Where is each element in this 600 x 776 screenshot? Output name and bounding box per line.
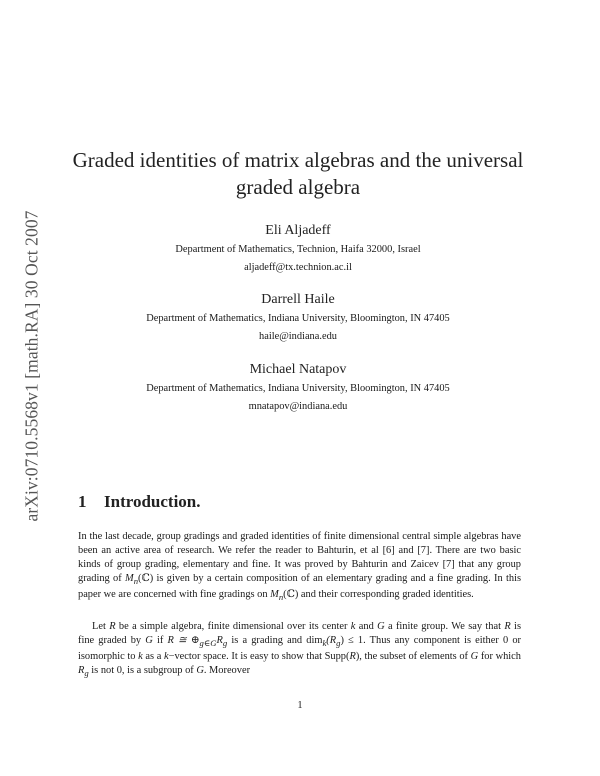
arxiv-stamp: [22, 180, 42, 552]
author-block: [60, 291, 536, 343]
author-name: Darrell Haile: [261, 292, 335, 307]
page-number: 1: [297, 700, 303, 711]
paper-title: Graded identities of matrix algebras and the universal graded algebra: [72, 148, 524, 199]
author-email: aljadeff@tx.technion.ac.il: [244, 262, 352, 273]
author-email: haile@indiana.edu: [259, 331, 337, 342]
author-affiliation: Department of Mathematics, Indiana University, Bloomington, IN 47405: [146, 313, 450, 324]
author-affiliation: Department of Mathematics, Technion, Haifa 32000, Israel: [175, 244, 421, 255]
author-affiliation: Department of Mathematics, Indiana University, Bloomington, IN 47405: [146, 383, 450, 394]
section-number: 1: [78, 492, 87, 511]
arxiv-identifier: arXiv:0710.5568v1 [math.RA] 30 Oct 2007: [21, 210, 42, 522]
section-title: Introduction.: [104, 492, 201, 511]
author-block: [60, 361, 536, 413]
author-block: [60, 222, 536, 274]
body-paragraph: In the last decade, group gradings and graded identities of finite dimensional central simple algebras have been an active area of research. We refer the reader to Bahturin, et al [6] and [7]. There are two basic kinds of group grading, elementary and fine. It was proved by Bahturin and Zaicev [7] that any group grading of $M_n(ℂ)$ is given by a certain composition of an elementary grading and a fine grading. In this paper we are concerned with fine gradings on $M_n(ℂ)$ and their corresponding graded identities.: [78, 531, 522, 603]
body-paragraph: Let R be a simple algebra, finite dimensional over its center k and G a finite group. We say that R is fine graded by G if R ≅ $\oplus_{g\in G}R_g$ is a grading and $dim_k(R_g) \le 1$. Thus any component is either 0 or isomorphic to k as a k−vector space. It is easy to show that Supp(R), the subset of elements of G for which $R_g$ is not 0, is a subgroup of G. Moreover: [78, 621, 521, 679]
author-email: mnatapov@indiana.edu: [248, 401, 348, 412]
section-heading: [78, 492, 201, 512]
author-name: Michael Natapov: [249, 362, 347, 377]
author-name: Eli Aljadeff: [265, 223, 331, 238]
